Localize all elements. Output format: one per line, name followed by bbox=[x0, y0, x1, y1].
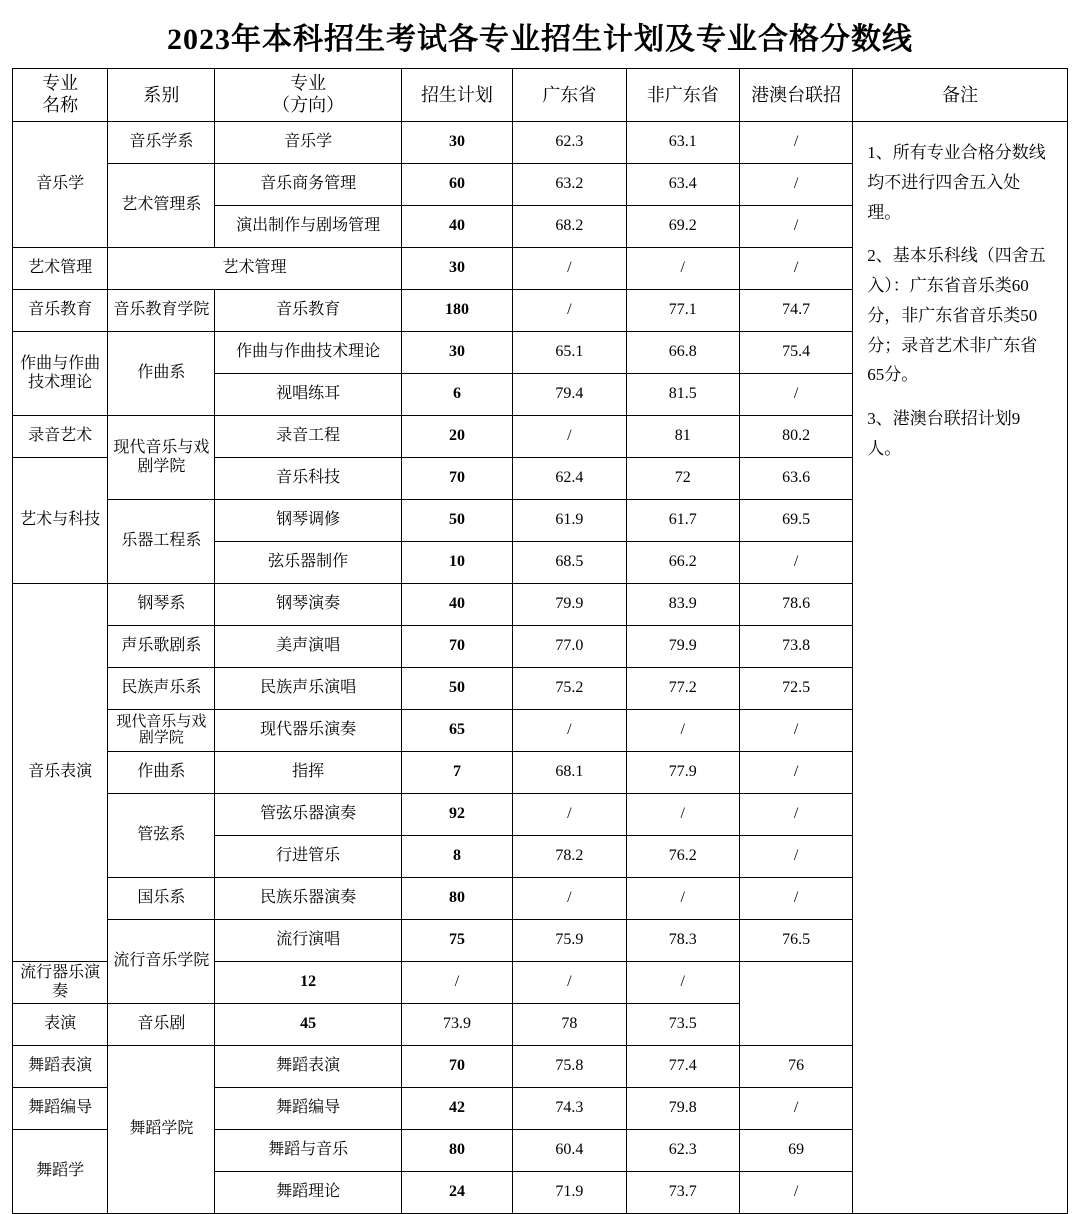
cell-major-line2: 技术理论 bbox=[28, 373, 93, 391]
cell-direction: 钢琴调修 bbox=[215, 500, 401, 542]
cell-department: 乐器工程系 bbox=[108, 500, 215, 584]
cell-direction: 指挥 bbox=[215, 752, 401, 794]
cell-non-guangdong: / bbox=[513, 962, 626, 1004]
cell-hmt: 69 bbox=[739, 1130, 852, 1172]
cell-hmt: / bbox=[739, 122, 852, 164]
cell-non-guangdong: 77.4 bbox=[626, 1046, 739, 1088]
cell-department-line1: 现代音乐与戏 bbox=[113, 439, 210, 457]
cell-guangdong: / bbox=[401, 962, 512, 1004]
cell-guangdong: 65.1 bbox=[513, 332, 626, 374]
cell-major-line1: 作曲与作曲 bbox=[20, 355, 101, 373]
cell-plan: 10 bbox=[401, 542, 512, 584]
cell-non-guangdong: 79.8 bbox=[626, 1088, 739, 1130]
cell-hmt: / bbox=[739, 164, 852, 206]
header-plan: 招生计划 bbox=[401, 69, 512, 122]
cell-major: 舞蹈表演 bbox=[13, 1046, 108, 1088]
header-major-line2: 名称 bbox=[42, 95, 79, 115]
header-direction-line2: （方向） bbox=[272, 95, 345, 115]
page-title: 2023年本科招生考试各专业招生计划及专业合格分数线 bbox=[167, 23, 913, 56]
cell-direction: 管弦乐器演奏 bbox=[215, 794, 401, 836]
cell-guangdong: 61.9 bbox=[513, 500, 626, 542]
cell-non-guangdong: 77.2 bbox=[626, 668, 739, 710]
header-hmt: 港澳台联招 bbox=[739, 69, 852, 122]
cell-non-guangdong: 66.2 bbox=[626, 542, 739, 584]
cell-hmt: / bbox=[739, 836, 852, 878]
cell-plan: 30 bbox=[401, 332, 512, 374]
cell-plan: 65 bbox=[401, 710, 512, 752]
cell-direction: 音乐科技 bbox=[215, 458, 401, 500]
cell-direction: 录音工程 bbox=[215, 416, 401, 458]
cell-guangdong: 62.4 bbox=[513, 458, 626, 500]
cell-department: 作曲系 bbox=[108, 332, 215, 416]
cell-plan: 60 bbox=[401, 164, 512, 206]
cell-plan: 30 bbox=[401, 248, 512, 290]
cell-non-guangdong: 61.7 bbox=[626, 500, 739, 542]
cell-direction: 舞蹈理论 bbox=[215, 1172, 401, 1214]
cell-non-guangdong: 69.2 bbox=[626, 206, 739, 248]
cell-department: 音乐学系 bbox=[108, 122, 215, 164]
cell-major: 舞蹈学 bbox=[13, 1130, 108, 1214]
cell-guangdong: / bbox=[513, 416, 626, 458]
header-guangdong: 广东省 bbox=[513, 69, 626, 122]
cell-hmt: / bbox=[739, 1172, 852, 1214]
cell-guangdong: 78.2 bbox=[513, 836, 626, 878]
cell-direction: 音乐商务管理 bbox=[215, 164, 401, 206]
header-note: 备注 bbox=[853, 69, 1068, 122]
cell-department: 管弦系 bbox=[108, 794, 215, 878]
cell-non-guangdong: 63.1 bbox=[626, 122, 739, 164]
cell-non-guangdong: 78.3 bbox=[626, 920, 739, 962]
header-non-guangdong: 非广东省 bbox=[626, 69, 739, 122]
cell-non-guangdong: / bbox=[626, 248, 739, 290]
cell-direction: 舞蹈表演 bbox=[215, 1046, 401, 1088]
cell-plan: 80 bbox=[401, 1130, 512, 1172]
header-major-line1: 专业 bbox=[42, 73, 79, 94]
cell-guangdong: / bbox=[513, 248, 626, 290]
cell-guangdong: 62.3 bbox=[513, 122, 626, 164]
cell-department: 声乐歌剧系 bbox=[108, 626, 215, 668]
cell-non-guangdong: 62.3 bbox=[626, 1130, 739, 1172]
cell-department: 民族声乐系 bbox=[108, 668, 215, 710]
cell-non-guangdong: / bbox=[626, 710, 739, 752]
cell-plan: 40 bbox=[401, 584, 512, 626]
table-body bbox=[13, 122, 1068, 1214]
cell-hmt: 73.8 bbox=[739, 626, 852, 668]
cell-hmt: 63.6 bbox=[739, 458, 852, 500]
cell-direction: 流行演唱 bbox=[215, 920, 401, 962]
cell-guangdong: 75.9 bbox=[513, 920, 626, 962]
admissions-table bbox=[12, 68, 1068, 1214]
cell-department bbox=[108, 416, 215, 500]
cell-hmt: 78.6 bbox=[739, 584, 852, 626]
cell-hmt: 76.5 bbox=[739, 920, 852, 962]
cell-major: 录音艺术 bbox=[13, 416, 108, 458]
cell-major: 表演 bbox=[13, 1004, 108, 1046]
cell-guangdong: 79.9 bbox=[513, 584, 626, 626]
cell-non-guangdong: 77.9 bbox=[626, 752, 739, 794]
cell-plan: 70 bbox=[401, 626, 512, 668]
cell-plan: 50 bbox=[401, 500, 512, 542]
cell-direction: 音乐学 bbox=[215, 122, 401, 164]
cell-non-guangdong: 79.9 bbox=[626, 626, 739, 668]
cell-guangdong: 73.9 bbox=[401, 1004, 512, 1046]
header-row bbox=[13, 69, 1068, 122]
cell-plan: 30 bbox=[401, 122, 512, 164]
cell-major: 艺术与科技 bbox=[13, 458, 108, 584]
cell-guangdong: 63.2 bbox=[513, 164, 626, 206]
cell-notes bbox=[853, 122, 1068, 1214]
cell-direction: 音乐教育 bbox=[215, 290, 401, 332]
cell-hmt: 76 bbox=[739, 1046, 852, 1088]
header-major bbox=[13, 69, 108, 122]
cell-non-guangdong: 76.2 bbox=[626, 836, 739, 878]
cell-plan: 50 bbox=[401, 668, 512, 710]
cell-non-guangdong: 78 bbox=[513, 1004, 626, 1046]
cell-hmt: 73.5 bbox=[626, 1004, 739, 1046]
cell-direction: 流行器乐演奏 bbox=[13, 962, 108, 1004]
cell-plan: 40 bbox=[401, 206, 512, 248]
cell-direction: 弦乐器制作 bbox=[215, 542, 401, 584]
table-row bbox=[13, 122, 1068, 164]
cell-guangdong: 75.2 bbox=[513, 668, 626, 710]
cell-non-guangdong: 63.4 bbox=[626, 164, 739, 206]
cell-department-line1: 现代音乐与戏 bbox=[116, 713, 207, 730]
cell-department: 钢琴系 bbox=[108, 584, 215, 626]
cell-major: 音乐表演 bbox=[13, 584, 108, 962]
cell-plan: 20 bbox=[401, 416, 512, 458]
note-item: 3、港澳台联招计划9人。 bbox=[867, 409, 1021, 458]
cell-hmt: / bbox=[626, 962, 739, 1004]
cell-non-guangdong: 72 bbox=[626, 458, 739, 500]
cell-direction: 民族乐器演奏 bbox=[215, 878, 401, 920]
cell-hmt: / bbox=[739, 374, 852, 416]
cell-direction: 演出制作与剧场管理 bbox=[215, 206, 401, 248]
cell-plan: 8 bbox=[401, 836, 512, 878]
cell-direction: 民族声乐演唱 bbox=[215, 668, 401, 710]
cell-plan: 6 bbox=[401, 374, 512, 416]
cell-plan: 7 bbox=[401, 752, 512, 794]
cell-department-line2: 剧学院 bbox=[138, 729, 184, 746]
cell-hmt: / bbox=[739, 542, 852, 584]
cell-guangdong: 68.2 bbox=[513, 206, 626, 248]
cell-non-guangdong: / bbox=[626, 878, 739, 920]
cell-department: 舞蹈学院 bbox=[108, 1046, 215, 1214]
cell-department-line2: 剧学院 bbox=[137, 457, 186, 475]
cell-guangdong: 71.9 bbox=[513, 1172, 626, 1214]
cell-guangdong: 74.3 bbox=[513, 1088, 626, 1130]
cell-hmt: / bbox=[739, 752, 852, 794]
cell-hmt: / bbox=[739, 248, 852, 290]
cell-major: 舞蹈编导 bbox=[13, 1088, 108, 1130]
cell-major: 音乐教育 bbox=[13, 290, 108, 332]
cell-guangdong: 68.1 bbox=[513, 752, 626, 794]
cell-plan: 80 bbox=[401, 878, 512, 920]
cell-hmt: 74.7 bbox=[739, 290, 852, 332]
cell-plan: 45 bbox=[215, 1004, 401, 1046]
cell-hmt: 75.4 bbox=[739, 332, 852, 374]
header-direction bbox=[215, 69, 401, 122]
cell-direction: 行进管乐 bbox=[215, 836, 401, 878]
cell-department: 艺术管理系 bbox=[108, 164, 215, 248]
cell-hmt: 72.5 bbox=[739, 668, 852, 710]
cell-plan: 180 bbox=[401, 290, 512, 332]
cell-guangdong: / bbox=[513, 794, 626, 836]
cell-guangdong: 75.8 bbox=[513, 1046, 626, 1088]
cell-major bbox=[13, 332, 108, 416]
cell-non-guangdong: 66.8 bbox=[626, 332, 739, 374]
cell-direction: 舞蹈与音乐 bbox=[215, 1130, 401, 1172]
cell-direction: 舞蹈编导 bbox=[215, 1088, 401, 1130]
cell-major: 音乐学 bbox=[13, 122, 108, 248]
cell-hmt: / bbox=[739, 794, 852, 836]
cell-hmt: 69.5 bbox=[739, 500, 852, 542]
note-item: 2、基本乐科线（四舍五入）：广东省音乐类60分，非广东省音乐类50分；录音艺术非广东省65分。 bbox=[867, 246, 1046, 385]
cell-plan: 42 bbox=[401, 1088, 512, 1130]
cell-non-guangdong: 73.7 bbox=[626, 1172, 739, 1214]
cell-guangdong: 79.4 bbox=[513, 374, 626, 416]
cell-hmt: / bbox=[739, 878, 852, 920]
cell-department bbox=[108, 710, 215, 752]
cell-non-guangdong: 81 bbox=[626, 416, 739, 458]
cell-guangdong: 77.0 bbox=[513, 626, 626, 668]
cell-hmt: / bbox=[739, 1088, 852, 1130]
cell-direction: 现代器乐演奏 bbox=[215, 710, 401, 752]
cell-plan: 70 bbox=[401, 1046, 512, 1088]
cell-hmt: 80.2 bbox=[739, 416, 852, 458]
cell-non-guangdong: / bbox=[626, 794, 739, 836]
cell-guangdong: 68.5 bbox=[513, 542, 626, 584]
cell-department: 音乐教育学院 bbox=[108, 290, 215, 332]
cell-direction: 钢琴演奏 bbox=[215, 584, 401, 626]
cell-major: 艺术管理 bbox=[13, 248, 108, 290]
cell-department: 流行音乐学院 bbox=[108, 920, 215, 1004]
cell-plan: 92 bbox=[401, 794, 512, 836]
cell-non-guangdong: 83.9 bbox=[626, 584, 739, 626]
cell-plan: 75 bbox=[401, 920, 512, 962]
header-department: 系别 bbox=[108, 69, 215, 122]
cell-direction: 美声演唱 bbox=[215, 626, 401, 668]
cell-direction: 艺术管理 bbox=[108, 248, 402, 290]
cell-hmt: / bbox=[739, 206, 852, 248]
cell-guangdong: / bbox=[513, 878, 626, 920]
cell-department: 作曲系 bbox=[108, 752, 215, 794]
cell-guangdong: / bbox=[513, 290, 626, 332]
cell-guangdong: 60.4 bbox=[513, 1130, 626, 1172]
table-header bbox=[13, 69, 1068, 122]
cell-non-guangdong: 81.5 bbox=[626, 374, 739, 416]
header-direction-line1: 专业 bbox=[290, 73, 327, 94]
cell-direction: 视唱练耳 bbox=[215, 374, 401, 416]
cell-guangdong: / bbox=[513, 710, 626, 752]
note-item: 1、所有专业合格分数线均不进行四舍五入处理。 bbox=[867, 143, 1046, 222]
cell-non-guangdong: 77.1 bbox=[626, 290, 739, 332]
cell-direction: 音乐剧 bbox=[108, 1004, 215, 1046]
cell-plan: 70 bbox=[401, 458, 512, 500]
cell-plan: 24 bbox=[401, 1172, 512, 1214]
cell-direction: 作曲与作曲技术理论 bbox=[215, 332, 401, 374]
cell-department: 国乐系 bbox=[108, 878, 215, 920]
cell-plan: 12 bbox=[215, 962, 401, 1004]
cell-hmt: / bbox=[739, 710, 852, 752]
